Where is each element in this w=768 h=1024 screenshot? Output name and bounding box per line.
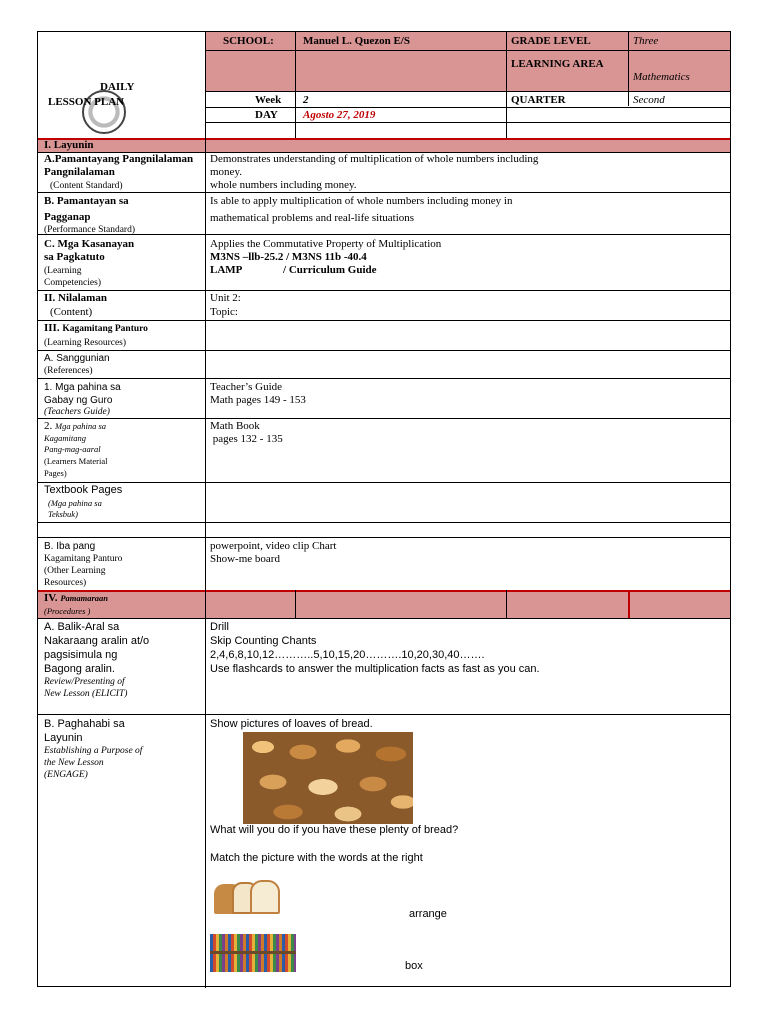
grade-label: GRADE LEVEL <box>511 35 591 47</box>
perf-std-title-2: Pagganap <box>44 211 91 223</box>
tg-title-1: 1. Mga pahina sa <box>44 382 121 393</box>
topic-label: Topic: <box>210 306 238 318</box>
sliced-bread-image <box>210 878 286 918</box>
review-sub-2: New Lesson (ELICIT) <box>44 689 128 699</box>
comp-text-1: Applies the Commutative Property of Multiplication <box>210 238 442 250</box>
week-label: Week <box>255 94 282 106</box>
comp-text-2: M3NS –llb-25.2 / M3NS 11b -40.4 <box>210 251 367 263</box>
perf-std-text-1: Is able to apply multiplication of whole numbers including money in <box>210 195 513 207</box>
comp-title-1: C. Mga Kasanayan <box>44 238 135 250</box>
perf-std-text-2: mathematical problems and real-life situations <box>210 212 415 224</box>
engage-title-1: B. Paghahabi sa <box>44 718 125 730</box>
unit-label: Unit 2: <box>210 292 241 304</box>
section-kagamitan: Kagamitang Panturo <box>62 324 148 334</box>
area-value: Mathematics <box>633 71 690 83</box>
tb-sub-1: (Mga pahina sa <box>48 498 102 508</box>
pamamaraan-num: IV. <box>44 592 58 604</box>
sanggunian-title: A. Sanggunian <box>44 353 110 364</box>
sanggunian-sub: (References) <box>44 366 93 376</box>
lm-title-3: Pang-mag-aaral <box>44 444 101 454</box>
review-title-4: Bagong aralin. <box>44 663 115 675</box>
school-label: SCHOOL: <box>223 35 274 47</box>
lm-sub-1: (Learners Material <box>44 456 108 466</box>
lm-title-1: Mga pahina sa <box>55 421 106 431</box>
day-value: Agosto 27, 2019 <box>303 109 376 121</box>
other-sub-1: (Other Learning <box>44 566 106 576</box>
nilalaman-sub: (Content) <box>50 306 93 318</box>
drill-instruction: Use flashcards to answer the multiplication facts as fast as you can. <box>210 663 540 675</box>
engage-title-2: Layunin <box>44 732 83 744</box>
review-sub-1: Review/Presenting of <box>44 677 125 687</box>
comp-title-2: sa Pagkatuto <box>44 251 105 263</box>
area-label: LEARNING AREA <box>511 58 604 70</box>
perf-std-sub: (Performance Standard) <box>44 225 136 235</box>
tg-text-2: Math pages 149 - 153 <box>210 394 306 406</box>
other-title-1: B. Iba pang <box>44 541 96 552</box>
title-daily: DAILY <box>100 81 135 93</box>
procedures-fill <box>38 590 730 618</box>
content-std-text-3: whole numbers including money. <box>210 179 357 191</box>
comp-sub-2: Competencies) <box>44 278 101 288</box>
pamamaraan-sub: (Procedures ) <box>44 606 91 616</box>
content-std-sub: (Content Standard) <box>50 181 123 191</box>
engage-text-3: Match the picture with the words at the right <box>210 852 423 864</box>
tg-sub: (Teachers Guide) <box>44 407 110 417</box>
drill-sequence: 2,4,6,8,10,12………..5,10,15,20……….10,20,30,40……. <box>210 649 485 661</box>
review-title-3: pagsisimula ng <box>44 649 118 661</box>
other-text-2: Show-me board <box>210 553 280 565</box>
match-word-box: box <box>405 960 423 972</box>
kagamitan-sub: (Learning Resources) <box>44 338 127 348</box>
other-title-2: Kagamitang Panturo <box>44 554 123 564</box>
day-label: DAY <box>255 109 278 121</box>
school-value: Manuel L. Quezon E/S <box>303 35 410 47</box>
title-lesson-plan: LESSON PLAN <box>48 96 125 108</box>
lm-num: 2. <box>44 420 53 432</box>
lesson-plan-page <box>37 31 731 987</box>
lm-sub-2: Pages) <box>44 468 67 478</box>
perf-std-title-1: B. Pamantayan sa <box>44 195 129 207</box>
bookshelf-image <box>210 934 296 972</box>
comp-text-3: LAMP / Curriculum Guide <box>210 264 377 276</box>
quarter-label: QUARTER <box>511 94 566 106</box>
content-std-title: A.Pamantayang Pangnilalaman <box>44 153 194 165</box>
tb-title: Textbook Pages <box>44 484 123 496</box>
comp-sub-1: (Learning <box>44 266 82 276</box>
tg-title-2: Gabay ng Guro <box>44 395 113 406</box>
lm-text-2: pages 132 - 135 <box>210 433 283 445</box>
other-text-1: powerpoint, video clip Chart <box>210 540 337 552</box>
quarter-value: Second <box>633 94 665 106</box>
week-value: 2 <box>303 94 309 106</box>
engage-sub-1: Establishing a Purpose of <box>44 746 143 756</box>
match-word-arrange: arrange <box>409 908 447 920</box>
content-std-title-2: Pangnilalaman <box>44 166 115 178</box>
section-pamamaraan: Pamamaraan <box>60 593 109 603</box>
lm-title-2: Kagamitang <box>44 433 87 443</box>
layunin-fill <box>205 138 730 152</box>
drill-title: Drill <box>210 621 229 633</box>
engage-text-2: What will you do if you have these plenty of bread? <box>210 824 459 836</box>
engage-sub-3: (ENGAGE) <box>44 770 88 780</box>
engage-sub-2: the New Lesson <box>44 758 104 768</box>
section-nilalaman: II. Nilalaman <box>44 292 107 304</box>
review-title-2: Nakaraang aralin at/o <box>44 635 150 647</box>
engage-text-1: Show pictures of loaves of bread. <box>210 718 373 730</box>
content-std-text-1: Demonstrates understanding of multiplication of whole numbers including <box>210 153 539 165</box>
review-title-1: A. Balik-Aral sa <box>44 621 120 633</box>
tg-text-1: Teacher’s Guide <box>210 381 283 393</box>
grade-value: Three <box>633 35 659 47</box>
drill-subtitle: Skip Counting Chants <box>210 635 317 647</box>
section-layunin: I. Layunin <box>44 139 94 151</box>
bread-pictures-image <box>243 732 413 824</box>
tb-sub-2: Teksbuk) <box>48 509 78 519</box>
lm-text-1: Math Book <box>210 420 260 432</box>
kagamitan-num: III. <box>44 322 60 334</box>
content-std-text-2: money. <box>210 166 242 178</box>
other-sub-2: Resources) <box>44 578 87 588</box>
